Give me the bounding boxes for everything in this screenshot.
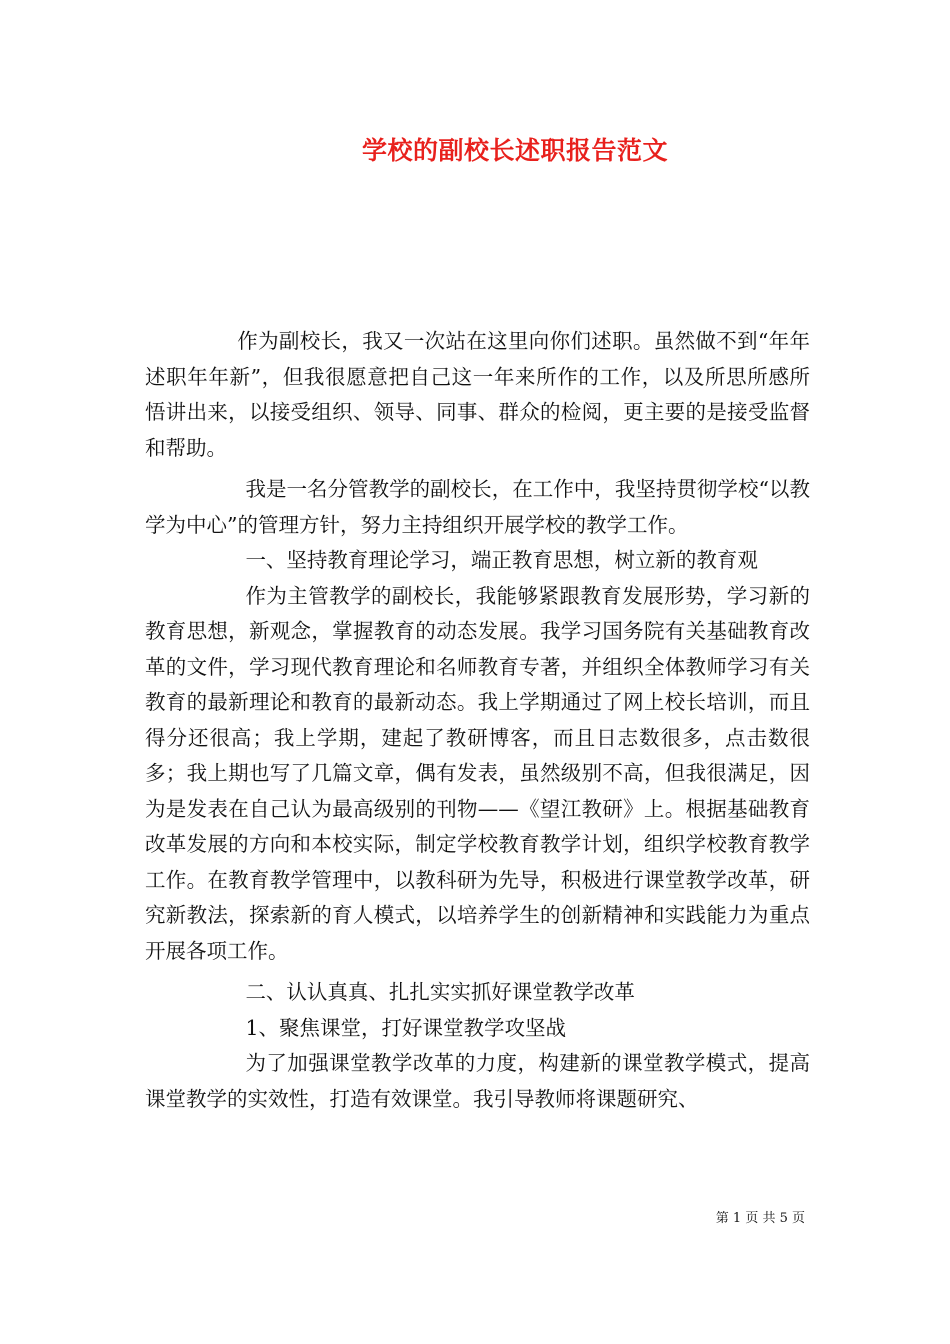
paragraph-section-1: 作为主管教学的副校长，我能够紧跟教育发展形势，学习新的教育思想，新观念，掌握教育的动态发展。我学习国务院有关基础教育改革的文件，学习现代教育理论和名师教育专著，并组织全体教师学习有关教育的最新理论和教育的最新动态。我上学期通过了网上校长培训，而且得分还很高；我上学期，建起了教研博客，而且日志数很多，点击数很多；我上期也写了几篇文章，偶有发表，虽然级别不高，但我很满足，因为是发表在自己认为最高级别的刊物——《望江教研》上。根据基础教育改革发展的方向和本校实际，制定学校教育教学计划，组织学校教育教学工作。在教育教学管理中，以教科研为先导，积极进行课堂教学改革，研究新教法，探索新的育人模式，以培养学生的创新精神和实践能力为重点开展各项工作。 [145,583,810,963]
paragraph-section-2: 为了加强课堂教学改革的力度，构建新的课堂教学模式，提高课堂教学的实效性，打造有效课堂。我引导教师将课题研究、 [145,1051,810,1111]
subsection-heading-1: 1、聚焦课堂，打好课堂教学攻坚战 [245,1015,566,1040]
section-heading-1: 一、坚持教育理论学习，端正教育思想，树立新的教育观 [245,548,758,572]
document-body [145,324,810,1117]
paragraph-intro: 作为副校长，我又一次站在这里向你们述职。虽然做不到“年年述职年年新”，但我很愿意把自己这一年来所作的工作，以及所思所感所悟讲出来，以接受组织、领导、同事、群众的检阅，更主要的是接受监督和帮助。 [145,329,810,460]
document-title: 学校的副校长述职报告范文 [361,136,668,165]
section-heading-2: 二、认认真真、扎扎实实抓好课堂教学改革 [245,980,635,1004]
page-number-footer: 第 1 页 共 5 页 [715,1211,805,1226]
paragraph-role: 我是一名分管教学的副校长，在工作中，我坚持贯彻学校“以教学为中心”的管理方针，努力主持组织开展学校的教学工作。 [145,477,810,537]
